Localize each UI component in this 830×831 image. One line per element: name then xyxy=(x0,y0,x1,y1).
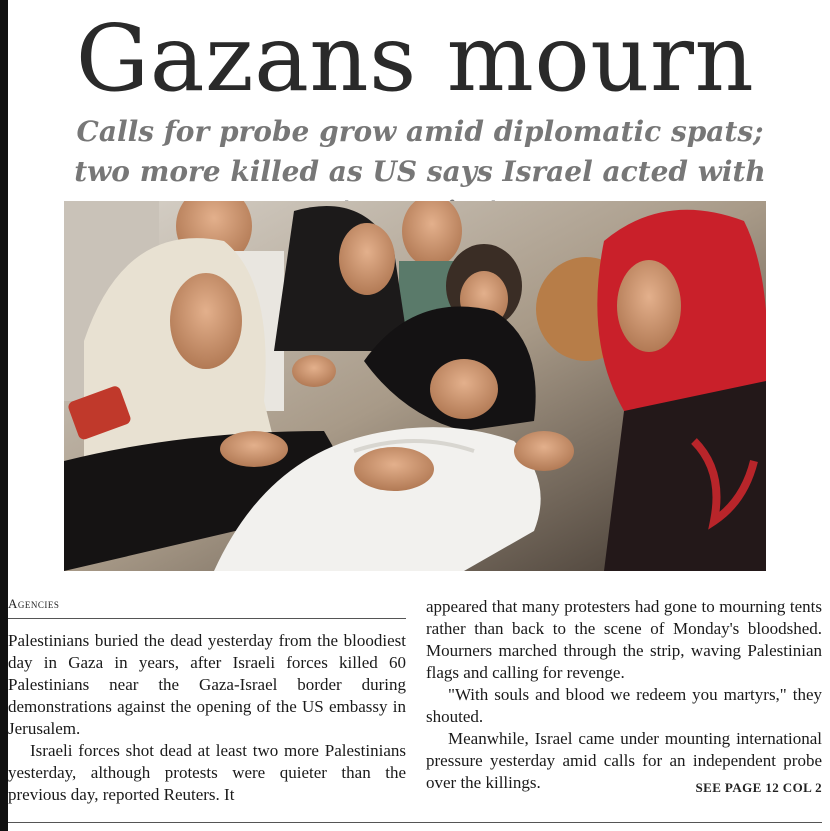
subheadline: Calls for probe grow amid diplomatic spats; two more killed as US says Israel acted with xyxy=(74,115,766,188)
jump-line-link[interactable]: SEE PAGE 12 COL 2 xyxy=(695,780,822,795)
article-paragraph: "With souls and blood we redeem you martyrs," they shouted. xyxy=(426,685,822,726)
bottom-divider xyxy=(8,822,822,823)
article-paragraph: Israeli forces shot dead at least two more Palestinians yesterday, although protests were quieter than the previous day, reported Reuters. It xyxy=(8,741,406,804)
headline: Gazans mourn xyxy=(75,5,755,112)
article-paragraph: Palestinians buried the dead yesterday from the bloodiest day in Gaza in years, after Israeli forces killed 60 Palestinians near the Gaza-Israel border during demonstrations against the opening of the US embassy in Jerusalem. xyxy=(8,631,406,738)
article-column-1 xyxy=(8,630,406,806)
byline: Agencies xyxy=(8,596,60,611)
article-paragraph: Meanwhile, Israel came under mounting international pressure yesterday amid calls for an independent probe over the killings. xyxy=(426,729,822,792)
news-photo xyxy=(64,201,766,571)
page-left-edge xyxy=(0,0,8,831)
article-column-2 xyxy=(426,596,822,794)
mourning-photo-icon xyxy=(64,201,766,571)
byline-divider xyxy=(8,618,406,619)
article-paragraph: appeared that many protesters had gone to mourning tents rather than back to the scene of Monday's bloodshed. Mourners marched through the strip, waving Palestinian flags and calling for revenge. xyxy=(426,597,822,682)
